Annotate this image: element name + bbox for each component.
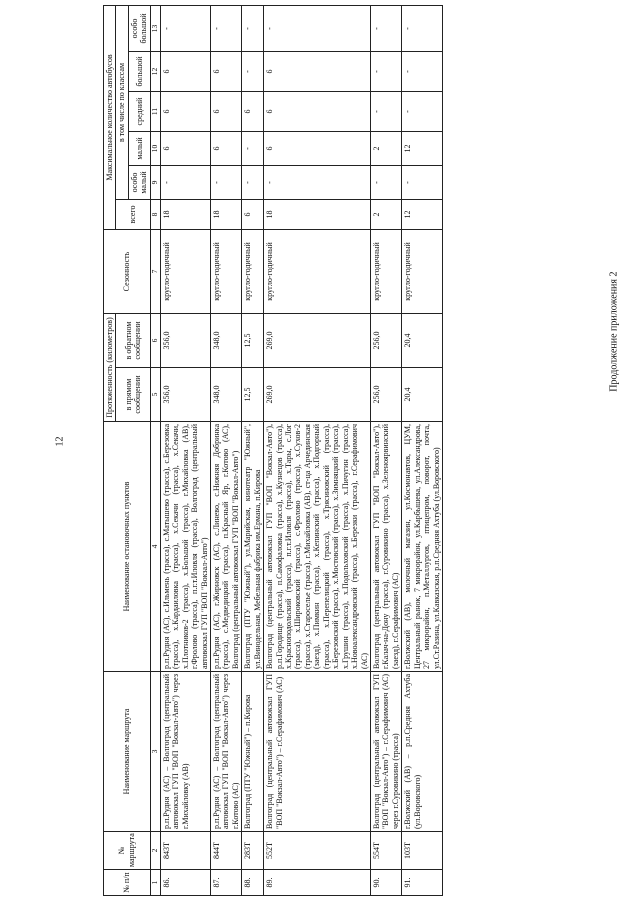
buses-total: 18 — [264, 200, 371, 230]
buses-small: 6 — [210, 132, 241, 166]
seasonality: кругло-годичный — [242, 230, 264, 314]
seasonality: кругло-годичный — [160, 230, 210, 314]
route-name: Волгоград (центральный автовокзал ГУП "ВОП "Вокзал-Авто") – г.Серафимович (АС) — [264, 672, 371, 832]
page-number: 12 — [54, 436, 66, 447]
buses-large: - — [370, 52, 401, 92]
buses-small: 2 — [370, 132, 401, 166]
route-stops: Волгоград (ПТУ "Южный"), ул.Марийская, кинотеатр "Южный", ул.Винодельная, Мебельная фабрика им.Ермана, п.Кирова — [242, 422, 264, 672]
header-total: всего — [116, 200, 150, 230]
header-forward: в прямом сообщении — [116, 368, 150, 422]
seasonality: кругло-годичный — [402, 230, 443, 314]
route-stops: г.Волжский (АВ), молочный магазин, ул.Космонавтов, ЦУМ, Центральный рынок, 7 микрорайон, ул.Карбышева, ул.Александрова, 27 микрорайон, п.Металлургов, птицепром, поворот, почта, ул.Ст.Разина, ул.Кавказская, р.п.Средняя Ахтуба (ул.Воровского) — [402, 422, 443, 672]
table-row — [210, 5, 241, 895]
column-index: 12 — [150, 52, 160, 92]
table-row — [160, 5, 210, 895]
route-stops: р.п.Рудня (АС), г.Жирновск (АС), с.Линево, с.Нижняя Добринка (трасса), с.Медведицкий (трасса), п.Красный Яр, г.Котово (АС), Волгоград (центральный автовокзал ГУП "ВОП "Вокзал-Авто") — [210, 422, 241, 672]
length-forward: 348,0 — [210, 368, 241, 422]
route-name: Волгоград (ПТУ "Южный") – п.Кирова — [242, 672, 264, 832]
buses-total: 6 — [242, 200, 264, 230]
route-number: 554Т — [370, 832, 401, 870]
length-backward: 12,5 — [242, 314, 264, 368]
column-index-row — [150, 5, 160, 895]
table-row — [370, 5, 401, 895]
route-number: 843Т — [160, 832, 210, 870]
routes-table — [103, 5, 443, 896]
header-backward: в обратном сообщении — [116, 314, 150, 368]
length-backward: 256,0 — [370, 314, 401, 368]
buses-very-large: - — [402, 5, 443, 51]
appendix-caption: Продолжение приложения 2 — [608, 271, 620, 392]
table-row — [264, 5, 371, 895]
column-index: 6 — [150, 314, 160, 368]
column-index: 5 — [150, 368, 160, 422]
route-stops: Волгоград (центральный автовокзал ГУП "ВОП "Вокзал-Авто"), г.Калач-на-Дону (трасса), г.Суровикино (трасса), х.Зеленоярвинский (заезд), г.Серафимович (АС) — [370, 422, 401, 672]
route-name: р.п.Рудня (АС) – Волгоград (центральный автовокзал ГУП "ВОП "Вокзал-Авто") через г.Котово (АС) — [210, 672, 241, 832]
row-number: 90. — [370, 870, 401, 896]
buses-very-large: - — [210, 5, 241, 51]
route-name: г.Волжский (АВ) – р.п.Средняя Ахтуба (ул.Воровского) — [402, 672, 443, 832]
buses-very-small: - — [160, 166, 210, 200]
header-class-large: большой — [128, 52, 150, 92]
row-number: 89. — [264, 870, 371, 896]
length-backward: 20,4 — [402, 314, 443, 368]
column-index: 7 — [150, 230, 160, 314]
buses-very-small: - — [264, 166, 371, 200]
buses-medium: 6 — [242, 92, 264, 132]
column-index: 9 — [150, 166, 160, 200]
row-number: 91. — [402, 870, 443, 896]
column-index: 1 — [150, 870, 160, 896]
length-forward: 269,0 — [264, 368, 371, 422]
buses-large: - — [402, 52, 443, 92]
length-forward: 20,4 — [402, 368, 443, 422]
buses-very-small: - — [210, 166, 241, 200]
route-name: Волгоград (центральный автовокзал ГУП "ВОП "Вокзал-Авто") – г.Серафимович (АС) через г.Суровикино (трасса) — [370, 672, 401, 832]
buses-very-small: - — [242, 166, 264, 200]
rotated-table-wrapper — [103, 6, 631, 896]
buses-medium: 6 — [160, 92, 210, 132]
route-stops: Волгоград (центральный автовокзал ГУП "ВОП "Вокзал-Авто"), р.п.Городище (трасса), п.Самофаловка (трасса), х.Кузнецов (трасса), х.Красноподольский (трасса), п.г.т.Иловля (трасса), х.Тары, с.Лог (трасса), х.Широковский (трасса), с.Фролово (трасса), х.Сухов-2 (трасса), х.Староселье (трасса), г.Михайловка (АВ), ст-ца Арчединская (заезд), х.Пимкин (трасса), х.Кепинский (трасса), х.Подгорный (трасса), х.Перепелицкий (трасса), х.Трясиновский (трасса), х.Березовский (трасса), х.Мостовский (трасса), х.Зимняцкий (трасса), х.Грушин (трасса), х.Подольховский (трасса), х.Пичугин (трасса), х.Новоалександровский (трасса), х.Березки (трасса), г.Серафимович (АС) — [264, 422, 371, 672]
column-index: 10 — [150, 132, 160, 166]
header-season: Сезонность — [104, 230, 151, 314]
column-index: 4 — [150, 422, 160, 672]
buses-very-small: - — [370, 166, 401, 200]
buses-large: 6 — [264, 52, 371, 92]
route-number: 283Т — [242, 832, 264, 870]
column-index: 2 — [150, 832, 160, 870]
header-by-class: в том числе по классам — [116, 5, 128, 199]
row-number: 88. — [242, 870, 264, 896]
header-class-very-small: особо малый — [128, 166, 150, 200]
length-backward: 356,0 — [160, 314, 210, 368]
length-forward: 356,0 — [160, 368, 210, 422]
table-row — [402, 5, 443, 895]
header-num: № п/п — [104, 870, 151, 896]
header-class-small: малый — [128, 132, 150, 166]
row-number: 86. — [160, 870, 210, 896]
column-index: 8 — [150, 200, 160, 230]
buses-very-large: - — [242, 5, 264, 51]
buses-medium: 6 — [264, 92, 371, 132]
seasonality: кругло-годичный — [264, 230, 371, 314]
buses-small: 12 — [402, 132, 443, 166]
buses-very-large: - — [370, 5, 401, 51]
buses-large: 6 — [160, 52, 210, 92]
buses-total: 2 — [370, 200, 401, 230]
buses-total: 12 — [402, 200, 443, 230]
buses-very-large: - — [160, 5, 210, 51]
buses-total: 18 — [160, 200, 210, 230]
header-route-no: № маршрута — [104, 832, 151, 870]
length-backward: 269,0 — [264, 314, 371, 368]
column-index: 3 — [150, 672, 160, 832]
route-stops: р.п.Рудня (АС), с.Ильмень (трасса), с.Матышево (трасса), с.Березовка (трасса), х.Кардаиловка (трасса), х.Секачи (трасса), х.Секачи, х.Плотников-2 (трасса), х.Большой (трасса), г.Михайловка (АВ), г.Фролово (трасса), п.г.т.Иловля (трасса), Волгоград (центральный автовокзал ГУП "ВОП "Вокзал-Авто") — [160, 422, 210, 672]
buses-medium: - — [402, 92, 443, 132]
route-number: 552Т — [264, 832, 371, 870]
seasonality: кругло-годичный — [370, 230, 401, 314]
length-forward: 256,0 — [370, 368, 401, 422]
buses-large: 6 — [210, 52, 241, 92]
route-number: 844Т — [210, 832, 241, 870]
header-max-buses: Максимальное количество автобусов — [104, 5, 116, 229]
table-row — [242, 5, 264, 895]
length-backward: 348,0 — [210, 314, 241, 368]
header-stops: Наименование остановочных пунктов — [104, 422, 151, 672]
buses-small: 6 — [264, 132, 371, 166]
column-index: 11 — [150, 92, 160, 132]
header-length: Протяженность (километров) — [104, 314, 116, 422]
buses-large: - — [242, 52, 264, 92]
header-class-very-large: особо большой — [128, 5, 150, 51]
row-number: 87. — [210, 870, 241, 896]
header-class-medium: средний — [128, 92, 150, 132]
buses-very-large: - — [264, 5, 371, 51]
route-name: р.п.Рудня (АС) – Волгоград (центральный автовокзал ГУП "ВОП "Вокзал-Авто") через г.Михайловку (АВ) — [160, 672, 210, 832]
buses-very-small: - — [402, 166, 443, 200]
buses-medium: 6 — [210, 92, 241, 132]
header-route-name: Наименование маршрута — [104, 672, 151, 832]
seasonality: кругло-годичный — [210, 230, 241, 314]
buses-small: - — [242, 132, 264, 166]
buses-small: 6 — [160, 132, 210, 166]
buses-total: 18 — [210, 200, 241, 230]
length-forward: 12,5 — [242, 368, 264, 422]
column-index: 13 — [150, 5, 160, 51]
route-number: 103Т — [402, 832, 443, 870]
buses-medium: - — [370, 92, 401, 132]
